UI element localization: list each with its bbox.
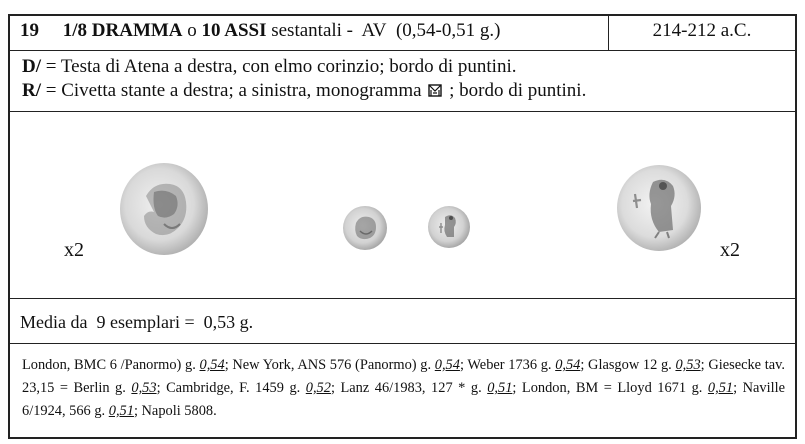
reference-text: ; Giesecke tav. 23,15 = Berlin g.: [22, 357, 785, 396]
obverse-enlarged-coin-image: [118, 162, 210, 256]
reference-text: ; Lanz 46/1983, 127 * g.: [330, 380, 488, 396]
reverse-label: R/: [22, 80, 41, 101]
specimen-weight: 0,53: [675, 357, 701, 373]
catalog-number: 19: [20, 20, 39, 41]
reference-text: ; Weber 1736 g.: [459, 357, 556, 373]
series: sestantali -: [271, 20, 354, 41]
date: 214-212 a.C.: [652, 20, 752, 41]
reference-text: ; Naville 6/1924, 566 g.: [22, 380, 785, 419]
average-weight: [10, 300, 795, 342]
reverse-line: [22, 80, 586, 102]
description: [10, 52, 795, 110]
connector: o: [187, 20, 197, 41]
magnification-label-right: x2: [720, 239, 740, 261]
specimen-weight: 0,51: [108, 403, 134, 419]
specimen-weight: 0,51: [487, 380, 513, 396]
obverse-line: [22, 56, 516, 78]
denomination: 1/8 DRAMMA: [62, 20, 183, 41]
coin-images: [10, 112, 795, 299]
obverse-text: = Testa di Atena a destra, con elmo corinzio; bordo di puntini.: [41, 56, 517, 77]
specimen-weight: 0,54: [199, 357, 225, 373]
reverse-text: = Civetta stante a destra; a sinistra, monogramma: [41, 80, 427, 101]
header-title: [20, 20, 500, 42]
obverse-label: D/: [22, 56, 41, 77]
reverse-coin-image: [427, 205, 471, 249]
reverse-enlarged-coin-image: [615, 164, 703, 252]
reference-text: ; Cambridge, F. 1459 g.: [156, 380, 306, 396]
average-line: [20, 312, 253, 333]
metal: AV: [361, 20, 387, 41]
monogram-icon: [428, 84, 442, 97]
reference-text: ; New York, ANS 576 (Panormo) g.: [224, 357, 435, 373]
reference-text: ; Napoli 5808.: [133, 403, 217, 419]
reverse-text-end: ; bordo di puntini.: [444, 80, 587, 101]
specimen-weight: 0,53: [131, 380, 157, 396]
specimen-weight: 0,54: [555, 357, 581, 373]
weight-range: (0,54-0,51 g.): [395, 20, 501, 41]
specimen-weight: 0,52: [305, 380, 331, 396]
divider: [10, 298, 795, 299]
specimen-weight: 0,51: [707, 380, 734, 396]
references: [10, 344, 795, 439]
specimen-weight: 0,54: [434, 357, 460, 373]
reference-text: London, BMC 6 /Panormo) g.: [22, 357, 200, 373]
average-middle: esemplari =: [109, 312, 195, 332]
reference-text: ; Glasgow 12 g.: [580, 357, 676, 373]
magnification-label-left: x2: [64, 239, 84, 261]
divider: [10, 50, 795, 51]
coin-catalog-card: [8, 14, 797, 439]
average-prefix: Media da: [20, 312, 88, 332]
average-value: 0,53 g.: [203, 312, 254, 332]
alt-denomination: 10 ASSI: [201, 20, 267, 41]
specimen-count: 9: [96, 312, 106, 332]
references-text: [22, 354, 785, 423]
reference-text: ; London, BM = Lloyd 1671 g.: [512, 380, 708, 396]
catalog-header: [10, 16, 795, 50]
obverse-coin-image: [342, 205, 388, 251]
